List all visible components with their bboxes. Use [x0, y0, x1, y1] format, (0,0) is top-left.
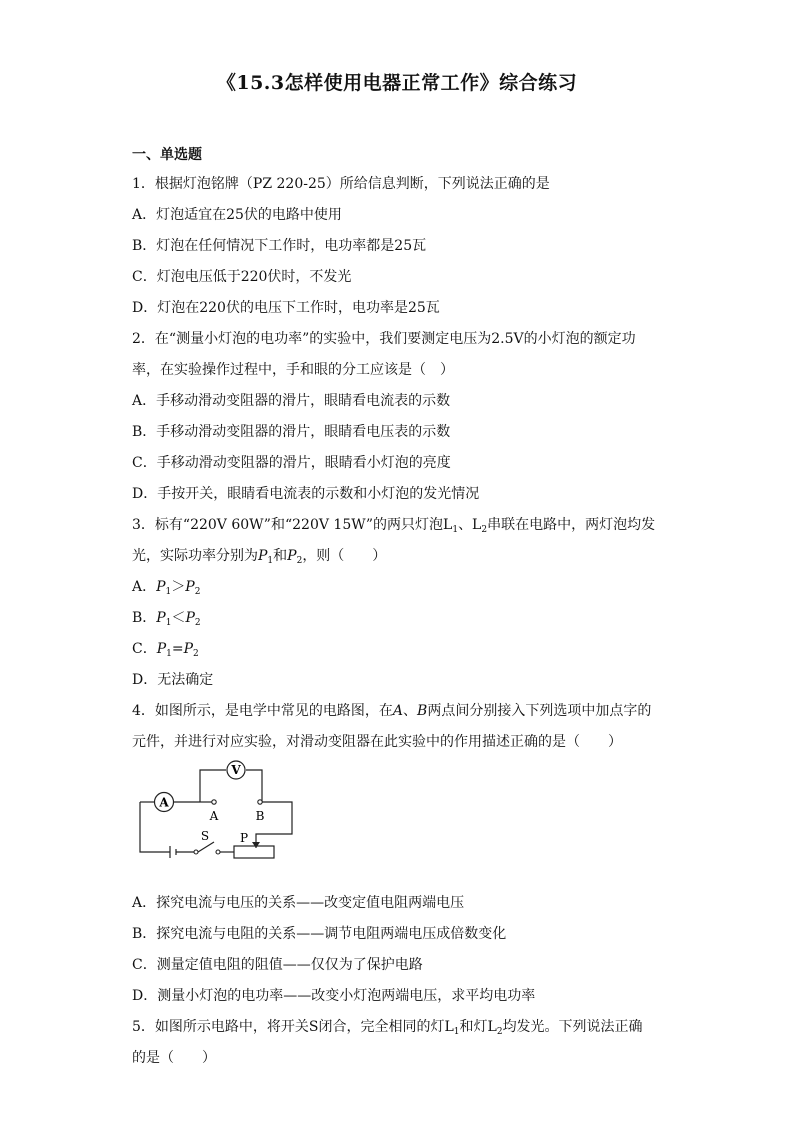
wire-voltmeter-right [246, 770, 262, 802]
question-stem-cont: 元件，并进行对应实验，对滑动变阻器在此实验中的作用描述正确的是（ ） [132, 734, 622, 750]
slider-arrow [252, 842, 260, 848]
point-b-label: B [255, 809, 265, 823]
document-body [132, 144, 672, 1074]
question-3 [132, 510, 672, 696]
option-d: D．灯泡在220伏的电压下工作时，电功率是25瓦 [132, 300, 440, 316]
point-a-label: A [209, 809, 219, 823]
section-heading: 一、单选题 [132, 147, 202, 163]
switch-contact-right [216, 850, 220, 854]
slider-label: P [239, 831, 249, 845]
question-stem: 5．如图所示电路中，将开关S闭合，完全相同的灯$L_1$和灯$L_2$均发光。下列说法正确 [132, 1019, 643, 1037]
question-stem-cont: 率，在实验操作过程中，手和眼的分工应该是（ ） [132, 362, 454, 378]
option-b: B．$P_1<P_2$ [132, 610, 201, 628]
question-1 [132, 169, 672, 324]
option-a: A．探究电流与电压的关系——改变定值电阻两端电压 [132, 895, 465, 911]
question-stem: 1．根据灯泡铭牌（PZ 220-25）所给信息判断，下列说法正确的是 [132, 176, 550, 192]
option-c: C．测量定值电阻的阻值——仅仅为了保护电路 [132, 957, 423, 973]
question-2 [132, 324, 672, 510]
option-c: C．$P_1=P_2$ [132, 641, 199, 659]
question-5 [132, 1012, 672, 1074]
question-stem-cont: 的是（ ） [132, 1050, 216, 1066]
question-stem: 2．在“测量小灯泡的电功率”的实验中，我们要测定电压为2.5V的小灯泡的额定功 [132, 331, 636, 347]
terminal-b [258, 800, 262, 804]
option-a: A．灯泡适宜在25伏的电路中使用 [132, 207, 342, 223]
ammeter-label: A [159, 795, 169, 810]
circuit-svg [132, 764, 332, 886]
page-title: 《15.3怎样使用电器正常工作》综合练习 [216, 72, 578, 94]
option-b: B．探究电流与电阻的关系——调节电阻两端电压成倍数变化 [132, 926, 507, 942]
question-stem: 4．如图所示，是电学中常见的电路图，在A、B两点间分别接入下列选项中加点字的 [132, 703, 652, 719]
switch-label: S [200, 829, 210, 843]
terminal-a [212, 800, 216, 804]
question-stem-cont: 光，实际功率分别为$P_1$和$P_2$，则（ ） [132, 548, 387, 566]
circuit-diagram [132, 764, 332, 886]
option-d: D．无法确定 [132, 672, 214, 688]
switch-contact-left [194, 850, 198, 854]
option-d: D．测量小灯泡的电功率——改变小灯泡两端电压，求平均电功率 [132, 988, 536, 1004]
wire-left [140, 802, 170, 852]
option-c: C．手移动滑动变阻器的滑片，眼睛看小灯泡的亮度 [132, 455, 451, 471]
option-d: D．手按开关，眼睛看电流表的示数和小灯泡的发光情况 [132, 486, 480, 502]
option-c: C．灯泡电压低于220伏时，不发光 [132, 269, 352, 285]
rheostat-body [234, 846, 274, 858]
wire-voltmeter-left [200, 770, 226, 802]
voltmeter-label: V [231, 763, 241, 777]
option-a: A．手移动滑动变阻器的滑片，眼睛看电流表的示数 [132, 393, 451, 409]
option-b: B．灯泡在任何情况下工作时，电功率都是25瓦 [132, 238, 427, 254]
option-a: A．$P_1>P_2$ [132, 579, 201, 597]
question-4 [132, 696, 672, 1012]
option-b: B．手移动滑动变阻器的滑片，眼睛看电压表的示数 [132, 424, 451, 440]
question-stem: 3．标有“220V 60W”和“220V 15W”的两只灯泡$L_1$、$L_2$串联在电路中，两灯泡均发 [132, 517, 656, 535]
switch-blade [198, 842, 214, 852]
